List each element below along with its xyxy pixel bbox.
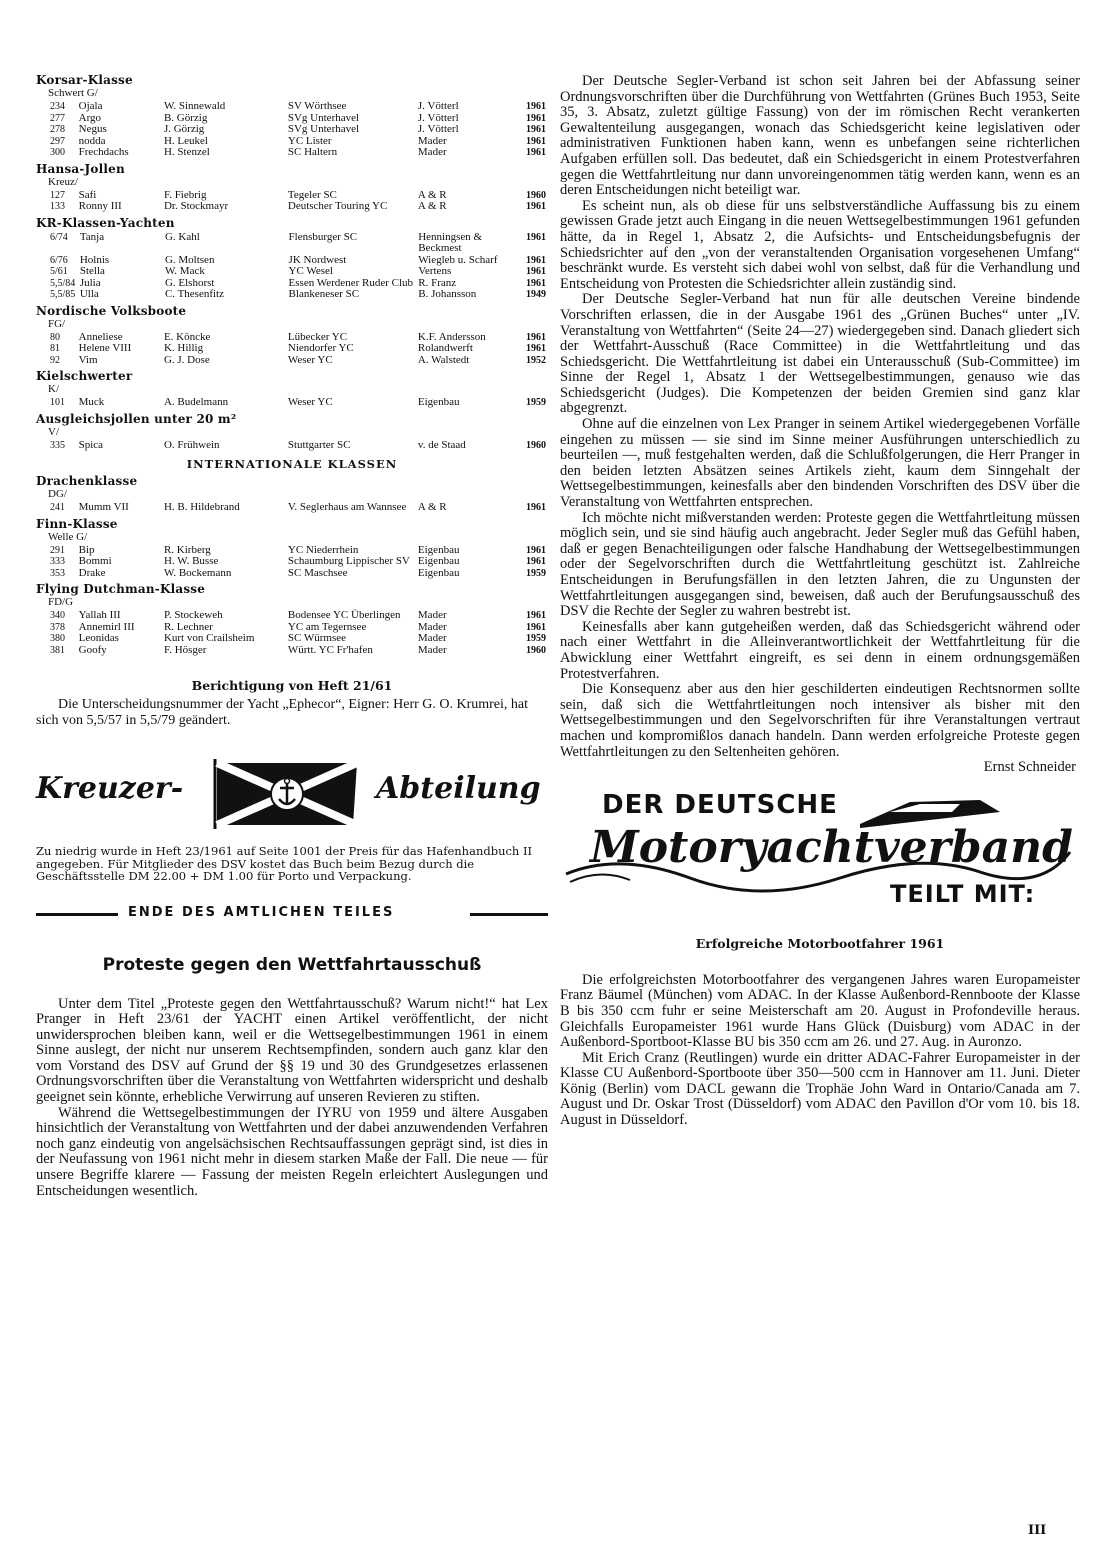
class-heading: Hansa-Jollen — [36, 161, 125, 176]
class-sail-mark: FG/ — [48, 317, 66, 330]
regatta-table — [36, 610, 548, 656]
year: 1961 — [526, 556, 546, 567]
boat-name: Julia — [79, 276, 101, 289]
builder: Eigenbau — [417, 566, 460, 579]
dsv-paragraph: Die Konsequenz aber aus den hier geschilderten eindeutigen Rechtsnormen sollte sein, daß sich die Wettfahrtleitungen noch intensiver als bisher mit den Wettsegelbestimmungen und den Segelvorschriften für ihre Veranstaltungen vertraut machen und kompromißlos danach handeln. Dann werden erfolgreiche Proteste gegen Wettfahrtleitungen zu den Seltenheiten gehören. — [560, 681, 1080, 760]
owner: Kurt von Crailsheim — [163, 632, 255, 644]
year: 1961 — [526, 277, 546, 289]
boat-name: Ronny III — [78, 200, 122, 212]
sail-number: 5,5/84 — [50, 277, 76, 289]
owner: A. Budelmann — [163, 396, 229, 408]
sail-number: 378 — [50, 621, 65, 633]
class-heading: Nordische Volksboote — [36, 303, 187, 318]
club: JK Nordwest — [288, 253, 347, 266]
year: 1961 — [526, 331, 546, 343]
builder: A. Walstedt — [417, 353, 470, 366]
left-column — [36, 70, 546, 1199]
sail-number: 277 — [50, 112, 65, 124]
club: SVg Unterhavel — [287, 123, 360, 135]
boat-name: Anneliese — [78, 330, 123, 343]
boat-name: Vim — [78, 353, 98, 366]
builder: Eigenbau — [417, 396, 460, 408]
sail-number: 81 — [50, 343, 60, 354]
year: 1961 — [526, 544, 546, 556]
sail-number: 133 — [50, 201, 65, 212]
table-row — [36, 397, 548, 409]
sail-number: 278 — [50, 124, 65, 135]
ende-text: ENDE DES AMTLICHEN TEILES — [128, 904, 395, 920]
sail-number: 5,5/85 — [50, 289, 76, 300]
boat-name: Bip — [78, 543, 95, 556]
year: 1961 — [526, 266, 546, 277]
boat-name: Annemirl III — [78, 620, 135, 633]
regatta-list-national — [36, 74, 546, 451]
builder: J. Vötterl — [417, 111, 459, 124]
club: Schaumburg Lippischer SV — [287, 555, 410, 567]
regatta-table — [36, 190, 548, 213]
boat-name: Safi — [78, 188, 97, 201]
owner: G. Elshorst — [164, 276, 215, 289]
table-row — [36, 440, 548, 452]
divider-line-right — [470, 913, 548, 916]
owner: C. Thesenfitz — [164, 288, 224, 300]
table-row — [36, 266, 548, 278]
page-number: III — [1028, 1523, 1047, 1538]
year: 1961 — [526, 343, 546, 354]
club: SC Würmsee — [287, 632, 347, 644]
boat-name: Ulla — [79, 288, 99, 300]
club: Tegeler SC — [287, 188, 337, 201]
builder: Mader — [417, 643, 447, 656]
builder: J. Vötterl — [417, 123, 459, 135]
builder: A & R — [417, 200, 447, 212]
owner: B. Görzig — [163, 111, 208, 124]
year: 1961 — [526, 231, 546, 243]
boat-name: Drake — [78, 566, 106, 579]
table-row — [36, 645, 548, 657]
owner: W. Mack — [164, 265, 205, 277]
class-heading: Flying Dutchman-Klasse — [36, 582, 206, 596]
author-signature: Ernst Schneider — [983, 759, 1076, 776]
owner: H. Stenzel — [163, 146, 210, 158]
sail-number: 333 — [50, 556, 65, 567]
owner: P. Stockeweh — [163, 609, 223, 621]
right-column — [560, 74, 1080, 1129]
class-heading: Drachenklasse — [36, 474, 138, 488]
dsv-paragraph: Ich möchte nicht mißverstanden werden: Proteste gegen die Wettfahrtleitung müssen möglich sein, und sie sind häufig auch angebracht. Jeder Segler muß das Gefühl haben, daß er gegen Benachteiligungen oder falsche Handhabung der Wettsegelbestimmungen oder der Segelvorschriften durch die Wettfahrtleitung geschützt ist. Zahlreiche Entscheidungen in Berufungsfällen in den letzten Jahren, die zu Ungunsten der Wettfahrtleitungen ausgegangen sind, beweisen, daß auch der Berufungsausschuß des DSV die Rechte der Segler zu wahren bestrebt ist. — [560, 509, 1080, 620]
club: SVg Unterhavel — [287, 111, 360, 124]
owner: F. Fiebrig — [163, 188, 207, 201]
club: Stuttgarter SC — [287, 438, 351, 451]
class-sail-mark: Kreuz/ — [48, 175, 78, 188]
mdm-line3: TEILT MIT: — [890, 879, 1036, 908]
year: 1959 — [526, 633, 546, 644]
table-row — [36, 147, 548, 159]
regatta-table — [36, 332, 548, 367]
year: 1961 — [526, 610, 546, 621]
erfolg-paragraph: Die erfolgreichsten Motorbootfahrer des vergangenen Jahres waren Europameister Franz Bäumel (München) vom ADAC. In der Klasse Außenbord-Rennboote der Klasse B bis 350 ccm fuhr er seine Meisterschaft am 20. August in Profondeville heraus. Gleichfalls Europameister 1961 wurde Hans Glück (Duisburg) vom ADAC in der Außenbord-Sportboot-Klasse BU bis 350 ccm am 26. und 27. Aug. in Auronzo. — [560, 971, 1080, 1051]
regatta-table — [36, 545, 548, 580]
boat-name: Helene VIII — [78, 342, 132, 354]
kreuzer-abteilung-banner — [36, 751, 548, 831]
owner: F. Hösger — [163, 643, 207, 656]
zu-niedrig-notice: Zu niedrig wurde in Heft 23/1961 auf Seite 1001 der Preis für das Hafenhandbuch II angegeben. Für Mitglieder des DSV kostet das Buch beim Bezug durch die Geschäftsstelle DM 22.00 + DM 1.00 für Porto und Verpackung. — [36, 844, 533, 883]
mdm-line2: Motoryachtverband — [590, 821, 1073, 873]
builder: v. de Staad — [417, 438, 466, 451]
owner: G. J. Dose — [163, 353, 210, 366]
berichtigung-text: Die Unterscheidungsnummer der Yacht „Ephecor“, Eigner: Herr G. O. Krumrei, hat sich von 5,5/57 in 5,5/79 geändert. — [36, 697, 529, 728]
builder: A & R — [417, 188, 447, 201]
year: 1961 — [526, 135, 546, 147]
club: YC Lister — [287, 134, 332, 147]
dsv-paragraph: Der Deutsche Segler-Verband ist schon seit Jahren bei der Abfassung seiner Ordnungsvorschriften über die Durchführung von Wettfahrten (Grünes Buch 1953, Seite 35, 3. Absatz, zuletzt gültige Fassung) von der im römischen Recht verankerten Gewaltenteilung ausgegangen, wonach das Schiedsgericht keine legislativen oder administrativen Funktionen haben kann, wenn es unbefangen seine richterlichen Aufgaben erfüllen soll. Das bedeutet, daß ein Schiedsgericht in einem Protestverfahren gegen die Wettfahrtleitung nur dann unvoreingenommen tätig werden kann, wenn es an deren Entscheidungen nicht beteiligt war. — [560, 73, 1080, 199]
year: 1961 — [526, 124, 546, 135]
table-row — [36, 289, 548, 301]
club: Essen Werdener Ruder Club — [288, 276, 414, 289]
sail-number: 92 — [50, 354, 60, 366]
regatta-table — [36, 232, 548, 301]
year: 1960 — [526, 439, 546, 451]
year: 1959 — [526, 397, 546, 408]
owner: W. Bockemann — [163, 566, 232, 579]
club: Weser YC — [287, 396, 333, 408]
boat-name: Negus — [78, 123, 107, 135]
owner: H. Leukel — [163, 134, 208, 147]
club: SC Maschsee — [287, 566, 348, 579]
builder: K.F. Andersson — [417, 330, 486, 343]
owner: Dr. Stockmayr — [163, 200, 229, 212]
class-heading: Kielschwerter — [36, 369, 133, 383]
protest-title: Proteste gegen den Wettfahrtausschuß — [102, 954, 482, 975]
boat-name: Ojala — [78, 100, 103, 112]
regatta-table — [36, 440, 548, 452]
builder: B. Johansson — [418, 288, 477, 300]
club: Flensburger SC — [288, 230, 358, 243]
owner: E. Köncke — [163, 330, 211, 343]
year: 1961 — [526, 112, 546, 124]
year: 1952 — [526, 354, 546, 366]
builder: Mader — [417, 609, 447, 621]
berichtigung-title: Berichtigung von Heft 21/61 — [191, 678, 393, 693]
class-sail-mark: Schwert G/ — [48, 87, 98, 99]
club: SC Haltern — [287, 146, 338, 158]
ende-amtlicher-teil-divider — [36, 903, 548, 925]
sail-number: 335 — [50, 439, 65, 451]
club: Blankeneser SC — [288, 288, 360, 300]
builder: J. Vötterl — [417, 100, 459, 112]
class-heading: Ausgleichsjollen unter 20 m² — [36, 411, 237, 426]
class-heading: KR-Klassen-Yachten — [36, 215, 175, 230]
protest-paragraph: Während die Wettsegelbestimmungen der IYRU von 1959 und ältere Ausgaben hinsichtlich der Veranstaltung von Wettfahrten und der dabei anzuwendenden Verfahren noch ganz eindeutig von angelsächsischen Rechtsauffassungen geprägt sind, ist dies in der Neufassung von 1961 nicht mehr in diesem starken Maße der Fall. Die neue — für unsere Begriffe klarere — Fassung der meisten Regeln erleichtert Auslegungen und Entscheidungen wesentlich. — [36, 1104, 548, 1199]
boat-name: Bommi — [78, 555, 112, 567]
owner: O. Frühwein — [163, 438, 220, 451]
table-row — [36, 343, 548, 355]
sail-number: 291 — [50, 544, 65, 556]
year: 1961 — [526, 101, 546, 112]
dsv-paragraph: Der Deutsche Segler-Verband hat nun für alle deutschen Vereine bindende Vorschriften erlassen, die in der Ausgabe 1961 des „Grünen Buches“ unter „IV. Veranstaltung von Wettfahrten“ (Seite 24—27) wiedergegeben sind. Danach gliedert sich der Wettfahrt-Ausschuß (Race Committee) in die Wettfahrtleitung und das Schiedsgericht. Die Wettfahrtleitung ist dabei ein Unterausschuß (Sub-Committee) im Sinne der Regel 1, Absatz 1 der Wettsegelbestimmungen, genauso wie das Schiedsgericht (Judges). Die Kompetenzen der beiden Gremien sind ganz klar abgegrenzt. — [560, 291, 1080, 417]
sail-number: 300 — [50, 147, 65, 158]
builder: Mader — [417, 632, 447, 644]
club: Lübecker YC — [287, 330, 348, 343]
builder: Vertens — [418, 265, 452, 277]
kreuzer-word: Kreuzer- — [36, 771, 184, 806]
builder: Rolandwerft — [417, 342, 473, 354]
boat-name: Goofy — [78, 643, 107, 656]
regatta-table — [36, 397, 548, 409]
sail-number: 381 — [50, 644, 65, 656]
year: 1960 — [526, 189, 546, 201]
owner: K. Hillig — [163, 342, 204, 354]
intl-classes-heading: INTERNATIONALE KLASSEN — [186, 457, 398, 471]
table-row — [36, 633, 548, 645]
sail-number: 234 — [50, 101, 65, 112]
boat-name: Yallah III — [78, 609, 121, 621]
builder: A & R — [417, 501, 447, 513]
table-row — [36, 556, 548, 568]
builder: Wiegleb u. Scharf — [418, 253, 498, 266]
class-sail-mark: V/ — [48, 425, 59, 438]
club: YC Wesel — [288, 265, 333, 277]
protest-paragraph: Unter dem Titel „Proteste gegen den Wettfahrtausschuß? Warum nicht!“ hat Lex Pranger in Heft 23/61 der YACHT einen Artikel veröffentlicht, der nicht unwidersprochen bleiben kann, weil er die Wettsegelbestimmungen 1961 in einem Sinne auslegt, der nicht nur unserem Rechtsempfinden, sondern auch ganz klar den vom Vorstand des DSV auf Grund der §§ 19 und 30 des Grundgesetzes erlassenen Ordnungsvorschriften über die Veranstaltung von Wettfahrten widerspricht und deshalb geeignet sein könnte, erhebliche Verwirrung auf unseren Revieren zu stiften. — [36, 995, 548, 1106]
club: YC Niederrhein — [287, 543, 359, 556]
owner: R. Kirberg — [163, 543, 211, 556]
table-row — [36, 568, 548, 580]
boat-name: nodda — [78, 134, 106, 147]
club: Weser YC — [287, 353, 333, 366]
table-row — [36, 101, 548, 113]
table-row — [36, 610, 548, 622]
year: 1959 — [526, 567, 546, 579]
year: 1961 — [526, 502, 546, 513]
owner: W. Sinnewald — [163, 100, 226, 112]
sail-number: 340 — [50, 610, 65, 621]
sail-number: 297 — [50, 135, 65, 147]
class-heading: Finn-Klasse — [36, 516, 118, 531]
dsv-paragraph: Ohne auf die einzelnen von Lex Pranger in seinem Artikel wiedergegebenen Vorfälle eingehen zu müssen — sie sind im Sinne meiner Ausführungen unterschiedlich zu beurteilen —, muß festgehalten werden, daß die Schlußfolgerungen, die Herr Pranger in den beiden letzten Absätzen seines Artikels zieht, kaum dem Sinngehalt der Wettsegelbestimmungen, keinesfalls aber den bindenden Vorschriften des DSV über die Veranstaltung von Wettfahrten entsprechen. — [560, 416, 1080, 511]
protest-article — [36, 997, 548, 1200]
abteilung-word: Abteilung — [376, 771, 541, 806]
dsv-paragraph: Es scheint nun, als ob diese für uns selbstverständliche Auffassung bis zu einem gewissen Grade jetzt auch Eingang in die neuen Wettsegelbestimmungen 1961 gefunden hätte, da in Regel 1, Absatz 2, die Aufsichts- und Entscheidungsbefugnis der Schiedsrichter auf den „von der veranstaltenden Organisation vorgesehenen Umfang“ beschränkt wurde. Es versteht sich dabei wohl von selbst, daß für die Verhandlung und Entscheidung von Protesten die Schiedsrichter allein zuständig sind. — [560, 197, 1080, 292]
builder: Eigenbau — [417, 543, 460, 556]
club: YC am Tegernsee — [287, 620, 367, 633]
sail-number: 6/74 — [50, 231, 68, 243]
table-row — [36, 355, 548, 367]
class-heading: Korsar-Klasse — [36, 73, 133, 87]
boat-name: Argo — [78, 111, 102, 124]
owner: G. Kahl — [164, 230, 200, 243]
divider-line-left — [36, 913, 118, 916]
class-sail-mark: K/ — [48, 383, 59, 395]
erfolg-title: Erfolgreiche Motorbootfahrer 1961 — [695, 935, 945, 951]
table-row — [36, 502, 548, 514]
owner: G. Moltsen — [164, 253, 215, 266]
year: 1960 — [526, 644, 546, 656]
sail-number: 241 — [50, 502, 65, 513]
owner: H. B. Hildebrand — [163, 501, 240, 513]
regatta-table — [36, 502, 548, 514]
anchor-flag-icon — [213, 759, 361, 829]
year: 1961 — [526, 201, 546, 212]
mdm-line1: DER DEUTSCHE — [602, 789, 838, 820]
club: Bodensee YC Überlingen — [287, 609, 401, 621]
boat-name: Leonidas — [78, 632, 119, 644]
boat-name: Frechdachs — [78, 146, 129, 158]
owner: R. Lechner — [163, 620, 213, 633]
club: Württ. YC Fr'hafen — [287, 643, 373, 656]
sail-number: 101 — [50, 397, 65, 408]
club: SV Wörthsee — [287, 100, 347, 112]
boat-name: Holnis — [79, 253, 110, 266]
builder: Mader — [417, 146, 447, 158]
boat-name: Stella — [79, 265, 105, 277]
club: V. Seglerhaus am Wannsee — [287, 501, 407, 513]
class-sail-mark: FD/G — [48, 596, 74, 608]
dsv-article — [560, 74, 1080, 776]
year: 1949 — [526, 289, 546, 300]
owner: H. W. Busse — [163, 555, 219, 567]
sail-number: 380 — [50, 633, 65, 644]
boat-name: Mumm VII — [78, 501, 129, 513]
sail-number: 127 — [50, 189, 65, 201]
table-row — [36, 201, 548, 213]
owner: J. Görzig — [163, 123, 205, 135]
year: 1961 — [526, 147, 546, 158]
builder: Eigenbau — [417, 555, 460, 567]
year: 1961 — [526, 621, 546, 633]
regatta-list-international — [36, 475, 546, 656]
class-sail-mark: DG/ — [48, 488, 67, 500]
erfolg-article — [560, 973, 1080, 1129]
sail-number: 6/76 — [50, 254, 68, 266]
sail-number: 353 — [50, 567, 65, 579]
erfolg-paragraph: Mit Erich Cranz (Reutlingen) wurde ein dritter ADAC-Fahrer Europameister in der Klasse CU Außenbord-Sportboote über 350—500 ccm in Hannover am 11. Juni. Dieter König (Berlin) vom DACL gewann die Trophäe John Ward in Ontario/Canada am 7. August und Dr. Oskar Trost (Düsseldorf) vom ADAC den Pavillon d'Or vom 10. bis 18. August in Düsseldorf. — [560, 1049, 1080, 1129]
class-sail-mark: Welle G/ — [48, 530, 88, 543]
builder: Mader — [417, 134, 447, 147]
boat-name: Tanja — [79, 230, 105, 243]
sail-number: 80 — [50, 331, 60, 343]
dsv-paragraph: Keinesfalls aber kann gutgeheißen werden, daß das Schiedsgericht während oder nach einer Wettfahrt in die Alleinverantwortlichkeit der Wettfahrtleitung für die Abwicklung einer Wettfahrt eingreift, es sei denn in einem ordnungsgemäßen Protestverfahren. — [560, 618, 1080, 682]
table-row — [36, 124, 548, 136]
builder: Henningsen & Beckmest — [418, 230, 483, 254]
sail-number: 5/61 — [50, 266, 68, 277]
boat-name: Muck — [78, 396, 105, 408]
builder: Mader — [417, 620, 447, 633]
club: Niendorfer YC — [287, 342, 354, 354]
regatta-table — [36, 101, 548, 159]
builder: R. Franz — [418, 276, 457, 289]
motoryachtverband-banner — [560, 782, 1080, 912]
boat-name: Spica — [78, 438, 104, 451]
year: 1961 — [526, 254, 546, 266]
table-row — [36, 232, 548, 255]
club: Deutscher Touring YC — [287, 200, 388, 212]
